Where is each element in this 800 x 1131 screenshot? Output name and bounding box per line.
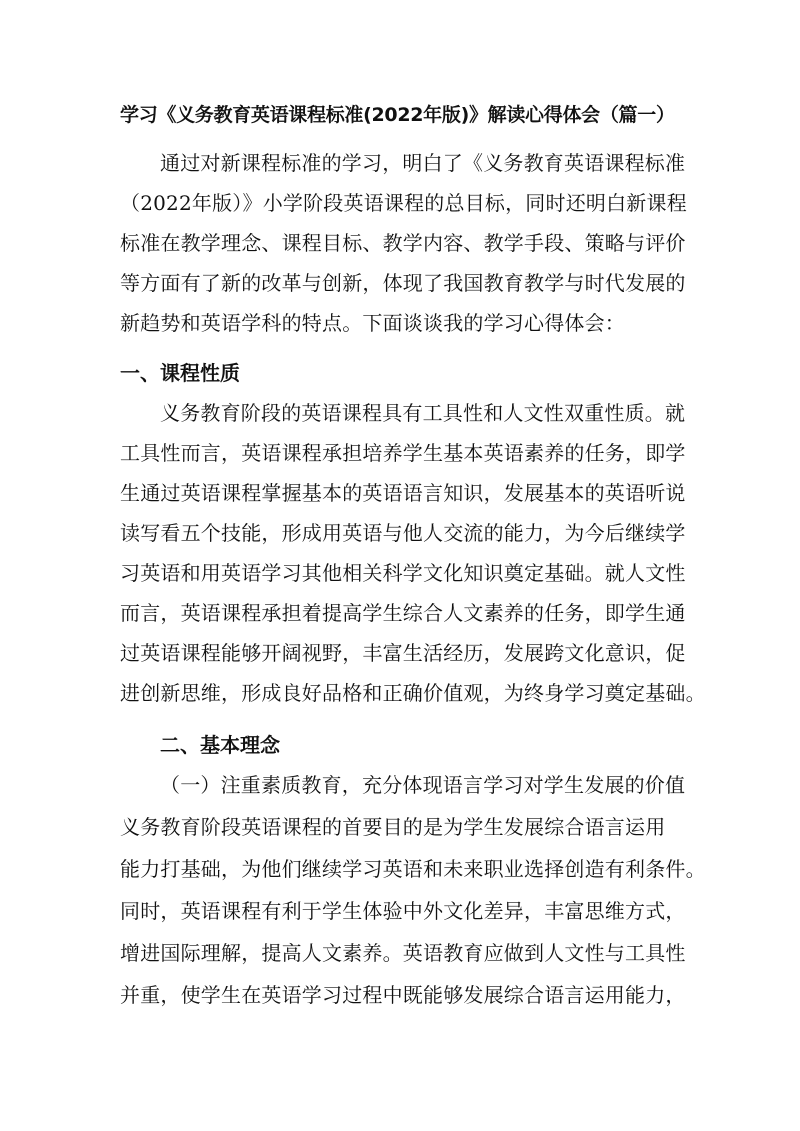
paragraph-line: 工具性而言，英语课程承担培养学生基本英语素养的任务，即学 bbox=[120, 441, 686, 465]
paragraph-line: 并重，使学生在英语学习过程中既能够发展综合语言运用能力， bbox=[120, 983, 686, 1007]
intro-line: 新趋势和英语学科的特点。下面谈谈我的学习心得体会： bbox=[120, 311, 625, 335]
paragraph-line: 义务教育阶段的英语课程具有工具性和人文性双重性质。就 bbox=[160, 401, 686, 425]
paragraph-line: 同时，英语课程有利于学生体验中外文化差异，丰富思维方式， bbox=[120, 899, 686, 923]
section-heading-course-nature: 一、课程性质 bbox=[120, 361, 240, 385]
section-heading-basic-concepts: 二、基本理念 bbox=[160, 733, 280, 757]
paragraph-line: 义务教育阶段英语课程的首要目的是为学生发展综合语言运用 bbox=[120, 815, 666, 839]
intro-line: 标准在教学理念、课程目标、教学内容、教学手段、策略与评价 bbox=[120, 231, 686, 255]
paragraph-line: 而言，英语课程承担着提高学生综合人文素养的任务，即学生通 bbox=[120, 601, 686, 625]
intro-line: 等方面有了新的改革与创新，体现了我国教育教学与时代发展的 bbox=[120, 271, 686, 295]
paragraph-line: 习英语和用英语学习其他相关科学文化知识奠定基础。就人文性 bbox=[120, 561, 686, 585]
intro-line: （2022年版）》小学阶段英语课程的总目标，同时还明白新课程 bbox=[120, 191, 687, 215]
paragraph-line: 生通过英语课程掌握基本的英语语言知识，发展基本的英语听说 bbox=[120, 481, 686, 505]
paragraph-line: （一）注重素质教育，充分体现语言学习对学生发展的价值 bbox=[160, 773, 686, 797]
document-title: 学习《义务教育英语课程标准(2022年版)》解读心得体会（篇一） bbox=[120, 104, 675, 126]
paragraph-line: 能力打基础，为他们继续学习英语和未来职业选择创造有利条件。 bbox=[120, 857, 706, 881]
paragraph-line: 过英语课程能够开阔视野，丰富生活经历，发展跨文化意识，促 bbox=[120, 641, 686, 665]
paragraph-line: 增进国际理解，提高人文素养。英语教育应做到人文性与工具性 bbox=[120, 941, 686, 965]
paragraph-line: 读写看五个技能，形成用英语与他人交流的能力，为今后继续学 bbox=[120, 521, 686, 545]
intro-line: 通过对新课程标准的学习，明白了《义务教育英语课程标准 bbox=[160, 151, 686, 175]
paragraph-line: 进创新思维，形成良好品格和正确价值观，为终身学习奠定基础。 bbox=[120, 681, 706, 705]
